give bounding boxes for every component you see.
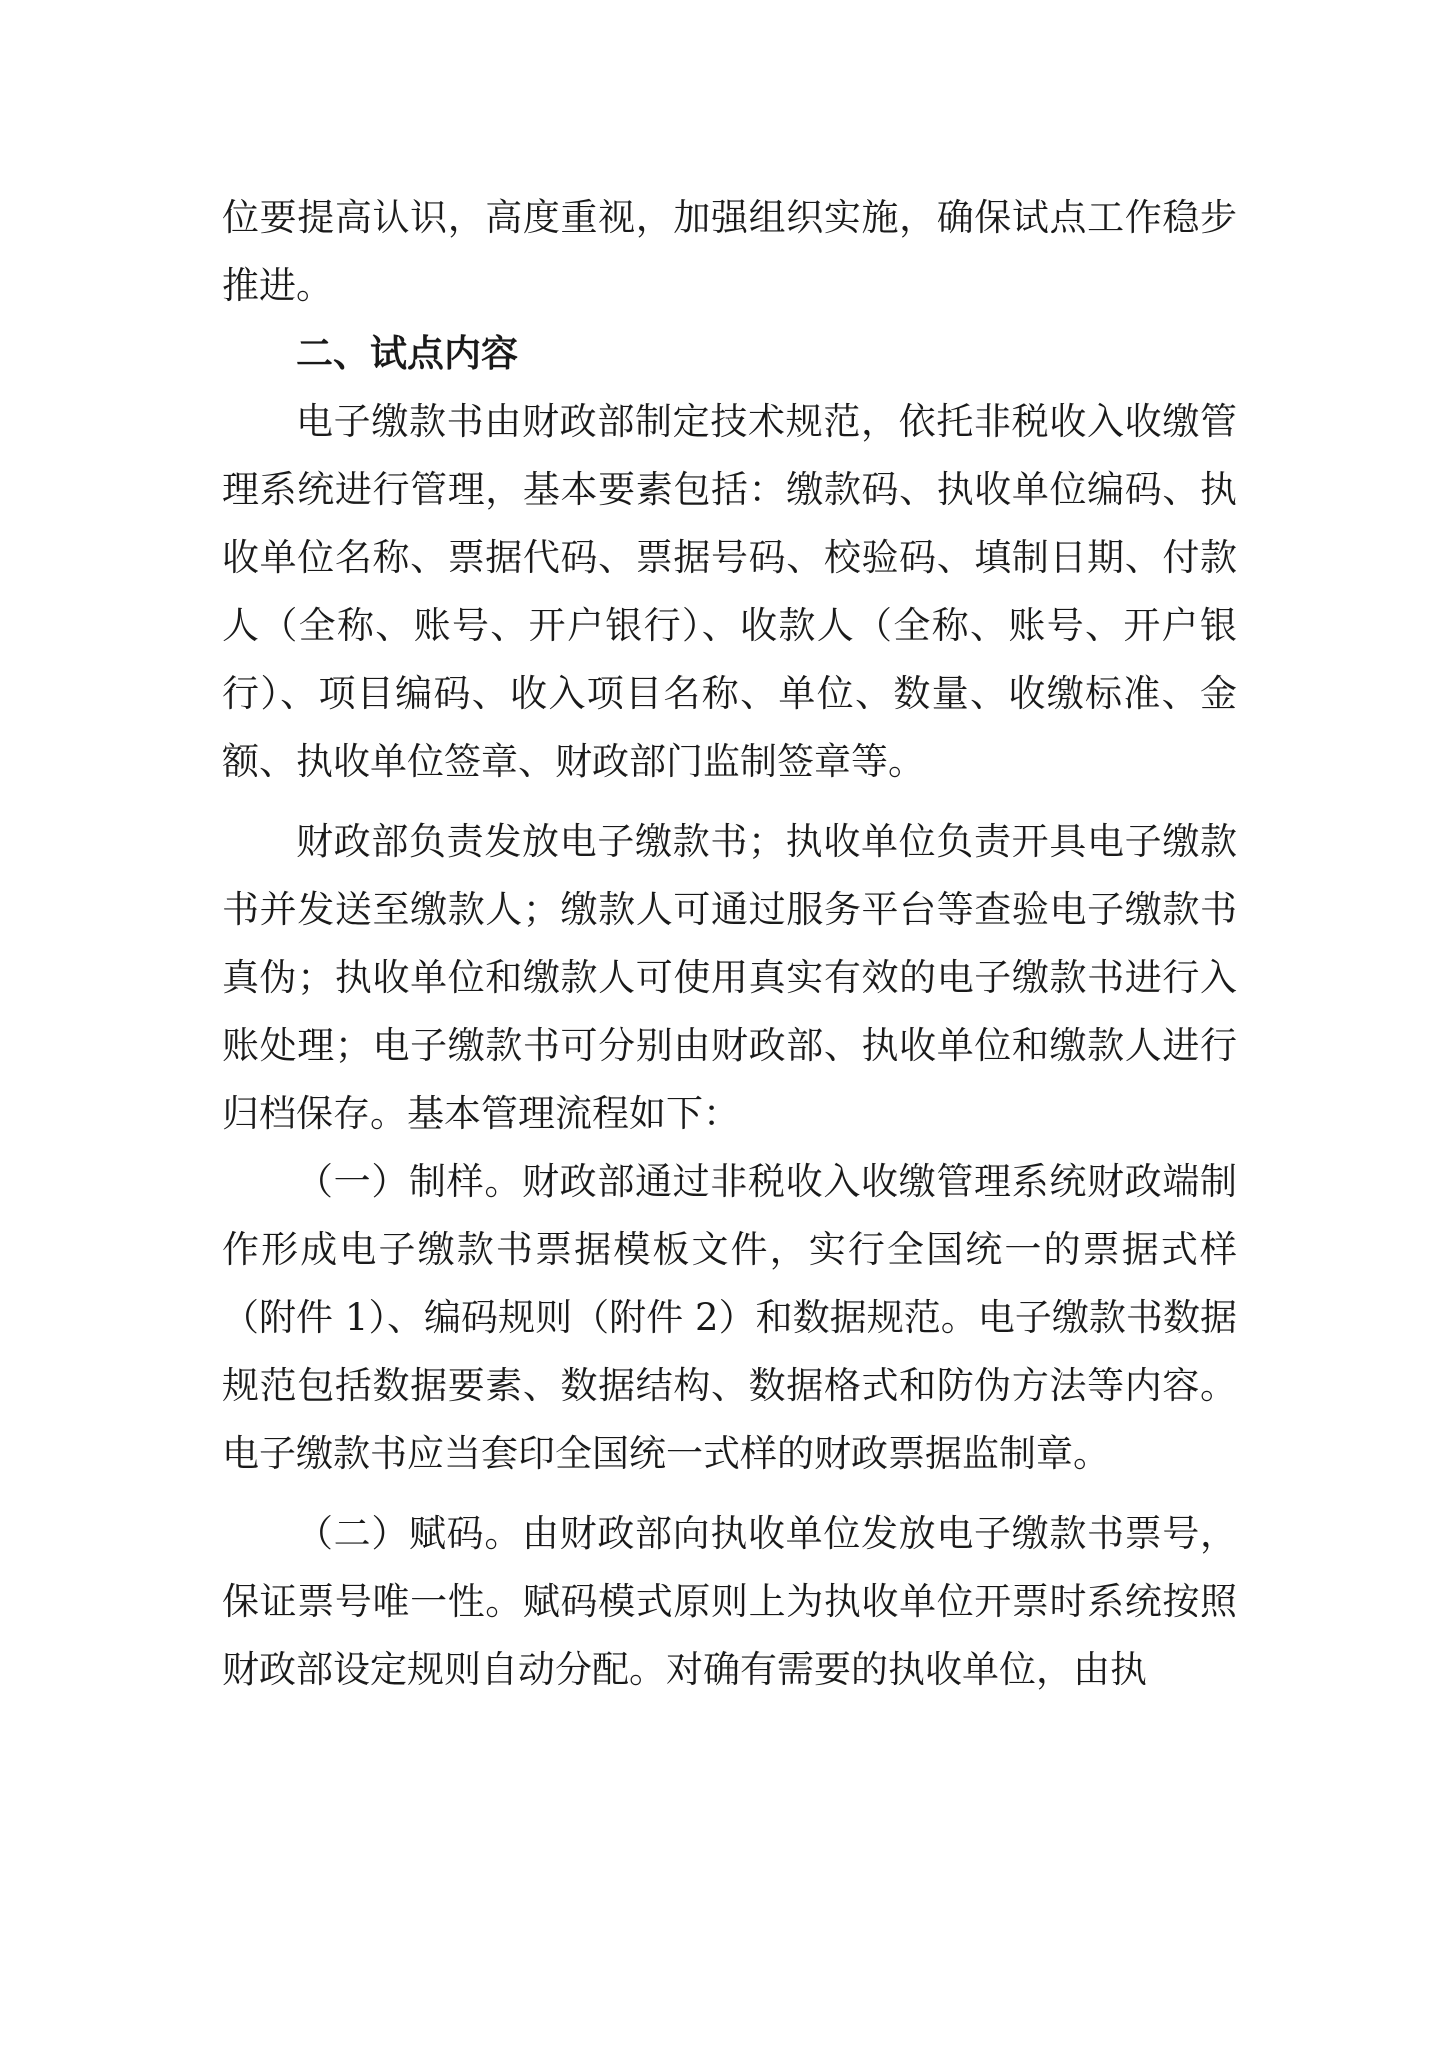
paragraph-basic-elements: 电子缴款书由财政部制定技术规范，依托非税收入收缴管理系统进行管理，基本要素包括：缴款码、执收单位编码、执收单位名称、票据代码、票据号码、校验码、填制日期、付款人（全称、账号、开户银行）、收款人（全称、账号、开户银行）、项目编码、收入项目名称、单位、数量、收缴标准、金额、执收单位签章、财政部门监制签章等。 bbox=[222, 400, 1237, 783]
paragraph-step-coding: （二）赋码。由财政部向执收单位发放电子缴款书票号，保证票号唯一性。赋码模式原则上为执收单位开票时系统按照财政部设定规则自动分配。对确有需要的执收单位，由执 bbox=[222, 1512, 1237, 1691]
document-body bbox=[222, 184, 1237, 1704]
paragraph-step-sample: （一）制样。财政部通过非税收入收缴管理系统财政端制作形成电子缴款书票据模板文件，实行全国统一的票据式样（附件 1）、编码规则（附件 2）和数据规范。电子缴款书数据规范包括数据要素、数据结构、数据格式和防伪方法等内容。电子缴款书应当套印全国统一式样的财政票据监制章。 bbox=[222, 1160, 1237, 1475]
paragraph-continuation: 位要提高认识，高度重视，加强组织实施，确保试点工作稳步推进。 bbox=[222, 196, 1237, 307]
section-heading: 二、试点内容 bbox=[296, 332, 518, 375]
paragraph-responsibilities: 财政部负责发放电子缴款书；执收单位负责开具电子缴款书并发送至缴款人；缴款人可通过服务平台等查验电子缴款书真伪；执收单位和缴款人可使用真实有效的电子缴款书进行入账处理；电子缴款书可分别由财政部、执收单位和缴款人进行归档保存。基本管理流程如下： bbox=[222, 820, 1237, 1135]
